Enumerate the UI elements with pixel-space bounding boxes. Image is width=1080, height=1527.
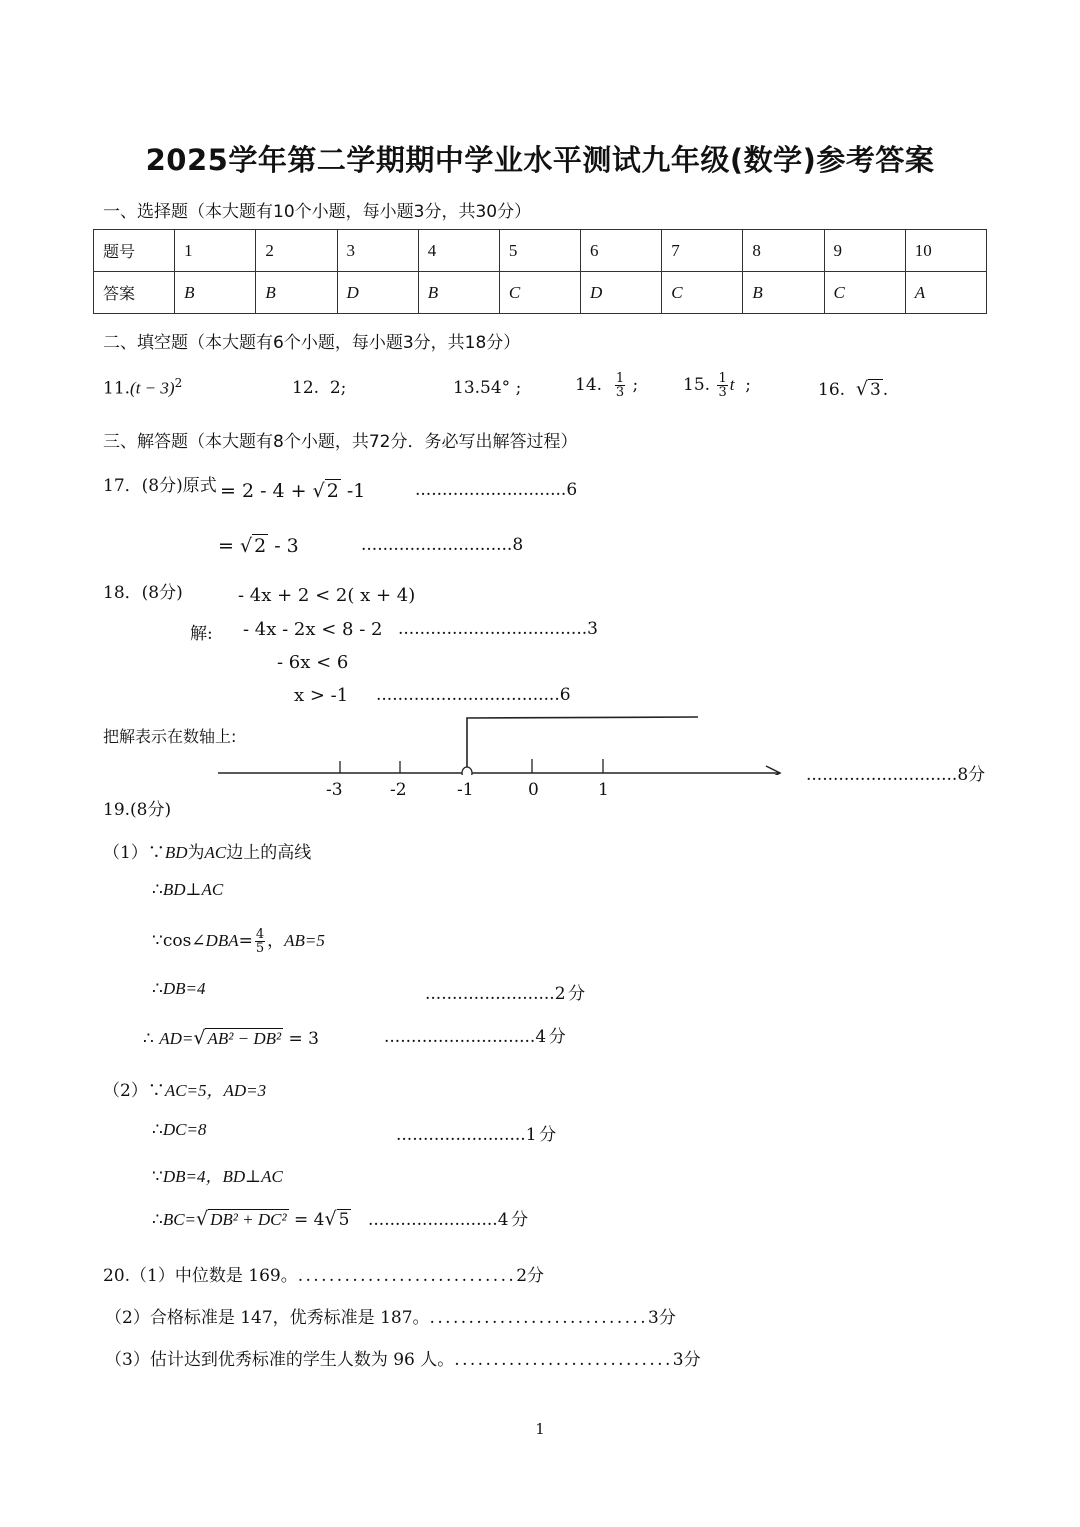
q18-given: - 4x + 2 < 2( x + 4) xyxy=(238,585,416,606)
sqrt-icon: √ xyxy=(196,1208,209,1230)
because-symbol: ∵cos∠ xyxy=(152,931,206,951)
denominator: 3 xyxy=(718,385,727,400)
leader-dots: ........................ xyxy=(396,1125,526,1145)
score: 6 xyxy=(559,685,571,705)
expression: DB=4 xyxy=(162,979,206,998)
q19-part2-line1 xyxy=(103,1076,266,1101)
answer-text: 20.（1）中位数是 169。 xyxy=(103,1266,298,1286)
exponent: 2 xyxy=(174,376,183,390)
because-symbol: ∵ xyxy=(152,1167,163,1187)
expression: - 3 xyxy=(268,535,299,557)
leader-dots: ............................ xyxy=(384,1027,536,1047)
question-number: 9 xyxy=(824,230,905,272)
q19-part2-line3 xyxy=(152,1162,283,1187)
expression: BD⊥AC xyxy=(162,880,224,899)
section2-heading: 二、填空题（本大题有6个小题，每小题3分，共18分） xyxy=(103,333,521,353)
question-number: 15. xyxy=(683,375,711,395)
answer-cell: A xyxy=(905,272,986,314)
question-number: 4 xyxy=(418,230,499,272)
q17-line2-score xyxy=(361,535,523,555)
page-number: 1 xyxy=(535,1420,545,1438)
sqrt-icon: √ xyxy=(239,535,253,557)
answer-text: （2）合格标准是 147，优秀标准是 187。 xyxy=(105,1308,430,1328)
answer-q14 xyxy=(575,372,638,399)
q19-part1-line2 xyxy=(152,880,223,900)
q20-part3 xyxy=(105,1345,701,1370)
q19-part2-line4-score xyxy=(368,1205,531,1230)
expression: AD= xyxy=(159,1029,194,1048)
q17-line1-score xyxy=(415,480,577,500)
therefore-symbol: ∴ xyxy=(152,979,163,999)
because-symbol: （2）∵ xyxy=(103,1081,165,1101)
page-title: 2025学年第二学期期中学业水平测试九年级(数学)参考答案 xyxy=(145,143,935,177)
question-number: 7 xyxy=(662,230,743,272)
expression: AB=5 xyxy=(284,931,325,950)
expression: -1 xyxy=(340,480,366,502)
radicand: DB² + DC² xyxy=(210,1210,287,1229)
q20-part2 xyxy=(105,1303,676,1328)
q18-step1: - 4x - 2x < 8 - 2 xyxy=(243,619,383,640)
question-number: 5 xyxy=(499,230,580,272)
angle: DBA xyxy=(205,931,239,950)
q17-line1 xyxy=(220,480,365,502)
q19-part1-line3 xyxy=(152,926,325,955)
tick-label: -2 xyxy=(390,780,407,800)
q18-step2: - 6x < 6 xyxy=(277,652,349,673)
fraction xyxy=(717,372,727,399)
q18-step3: x > -1 xyxy=(294,685,349,706)
answer-q11 xyxy=(103,376,182,399)
q18-label: 18．(8分) xyxy=(103,583,183,603)
table-row-answers xyxy=(94,272,987,314)
therefore-symbol: ∴ xyxy=(143,1029,160,1049)
fraction xyxy=(615,372,625,399)
leader-dots: ........................ xyxy=(368,1210,498,1230)
question-number: 13. xyxy=(453,378,481,398)
answer-value: 2; xyxy=(329,378,347,398)
q19-part1-line5-score xyxy=(384,1022,568,1047)
answer-cell: C xyxy=(824,272,905,314)
expression: AC=5，AD=3 xyxy=(164,1081,267,1100)
answer-cell: B xyxy=(418,272,499,314)
tick-label: 1 xyxy=(598,780,609,800)
variable: t xyxy=(729,375,735,394)
leader-dots: ............................ xyxy=(415,480,567,500)
separator: . xyxy=(882,380,889,400)
sqrt-icon: √ xyxy=(324,1208,337,1230)
row-label-question: 题号 xyxy=(94,230,175,272)
question-number: 12. xyxy=(292,378,320,398)
leader-dots: ............................ xyxy=(454,1350,673,1370)
score: 6 xyxy=(566,480,578,500)
q17-line2 xyxy=(218,535,299,557)
table-row-questions xyxy=(94,230,987,272)
score: 2分 xyxy=(516,1266,545,1286)
q19-label: 19.(8分) xyxy=(103,800,172,820)
expression: DC=8 xyxy=(162,1120,207,1139)
question-number: 16. xyxy=(818,380,846,400)
question-number: 8 xyxy=(743,230,824,272)
numerator: 4 xyxy=(255,927,265,942)
tick-label: -3 xyxy=(326,780,343,800)
answer-cell: C xyxy=(499,272,580,314)
tick-label: -1 xyxy=(457,780,474,800)
text: 为 xyxy=(187,843,205,863)
leader-dots: ............................ xyxy=(297,1266,517,1286)
answer-text: （3）估计达到优秀标准的学生人数为 96 人。 xyxy=(105,1350,455,1370)
leader-dots: ................................... xyxy=(398,619,588,639)
q19-part1-line1 xyxy=(103,838,311,863)
radicand: 3 xyxy=(869,380,881,400)
q17-label: 17．(8分)原式 xyxy=(103,476,217,496)
score: 3 xyxy=(587,619,598,639)
answer-q15 xyxy=(683,372,751,399)
radicand: 5 xyxy=(338,1210,350,1230)
section3-heading: 三、解答题（本大题有8个小题，共72分．务必写出解答过程） xyxy=(103,432,578,452)
score: 3分 xyxy=(672,1350,701,1370)
answer-value: 54° ; xyxy=(480,378,522,398)
q19-part1-line5 xyxy=(143,1027,319,1049)
expression: = 2 - 4 + xyxy=(220,480,313,502)
q18-solve-label: 解: xyxy=(190,624,213,644)
score: 4分 xyxy=(497,1210,531,1230)
question-number: 11. xyxy=(103,378,131,399)
answer-cell: B xyxy=(175,272,256,314)
question-number: 1 xyxy=(175,230,256,272)
score: 8分 xyxy=(957,765,986,785)
q18-step1-score xyxy=(398,619,598,639)
answer-cell: B xyxy=(743,272,824,314)
expression: BC= xyxy=(162,1210,197,1229)
answer-cell: D xyxy=(337,272,418,314)
row-label-answer: 答案 xyxy=(94,272,175,314)
separator: ， xyxy=(267,931,285,951)
leader-dots: .................................. xyxy=(376,685,560,705)
q19-part2-line2 xyxy=(152,1120,206,1140)
segment: BD xyxy=(164,843,188,862)
therefore-symbol: ∴ xyxy=(152,880,163,900)
separator: ; xyxy=(745,375,752,395)
answer-q16 xyxy=(818,378,888,400)
answer-cell: C xyxy=(662,272,743,314)
therefore-symbol: ∴ xyxy=(152,1210,163,1230)
numberline-label: 把解表示在数轴上: xyxy=(103,727,237,746)
answer-cell: D xyxy=(581,272,662,314)
score: 1分 xyxy=(525,1125,559,1145)
leader-dots: ........................ xyxy=(425,984,555,1004)
question-number: 14. xyxy=(575,375,603,395)
question-number: 3 xyxy=(337,230,418,272)
q20-part1 xyxy=(103,1261,544,1286)
score: 2分 xyxy=(554,984,588,1004)
q19-part1-line4-score xyxy=(425,979,588,1004)
leader-dots: ............................ xyxy=(361,535,513,555)
numberline-score xyxy=(806,760,985,785)
tick-label: 0 xyxy=(528,780,539,800)
expression: = 4 xyxy=(288,1210,325,1230)
score: 3分 xyxy=(648,1308,676,1328)
radicand: AB² − DB² xyxy=(207,1029,282,1048)
section1-heading: 一、选择题（本大题有10个小题，每小题3分，共30分） xyxy=(103,202,532,222)
expression: = 3 xyxy=(283,1029,319,1049)
score: 8 xyxy=(512,535,524,555)
denominator: 5 xyxy=(255,941,265,956)
therefore-symbol: ∴ xyxy=(152,1120,163,1140)
leader-dots: ............................ xyxy=(429,1308,649,1328)
q18-step3-score xyxy=(376,685,571,705)
answer-cell: B xyxy=(256,272,337,314)
separator: ; xyxy=(632,375,639,395)
question-number: 6 xyxy=(581,230,662,272)
q19-part1-line4 xyxy=(152,979,205,999)
question-number: 2 xyxy=(256,230,337,272)
answer-table xyxy=(93,229,987,314)
numerator: 1 xyxy=(615,371,625,386)
answer-q13 xyxy=(453,378,521,398)
q19-part2-line4 xyxy=(152,1208,351,1230)
answer-expression: (t − 3) xyxy=(130,378,175,398)
sqrt-icon: √ xyxy=(312,480,325,502)
expression: DB=4，BD⊥AC xyxy=(162,1167,283,1186)
leader-dots: ............................ xyxy=(806,765,958,785)
fraction xyxy=(255,928,265,955)
text: 边上的高线 xyxy=(226,843,312,863)
because-symbol: （1）∵ xyxy=(103,843,165,863)
denominator: 3 xyxy=(615,385,625,400)
question-number: 10 xyxy=(905,230,986,272)
equals: = xyxy=(238,931,253,951)
open-circle-icon xyxy=(462,767,472,775)
radicand: 2 xyxy=(326,480,339,502)
number-line xyxy=(210,705,790,775)
sqrt-icon: √ xyxy=(193,1027,206,1049)
q19-part2-line2-score xyxy=(396,1120,559,1145)
segment: AC xyxy=(204,843,227,862)
sqrt-icon: √ xyxy=(855,378,868,400)
answer-q12 xyxy=(292,378,346,398)
numerator: 1 xyxy=(718,371,727,386)
radicand: 2 xyxy=(254,535,267,557)
solution-ray xyxy=(467,717,698,767)
expression: = xyxy=(218,535,240,557)
score: 4分 xyxy=(535,1027,569,1047)
